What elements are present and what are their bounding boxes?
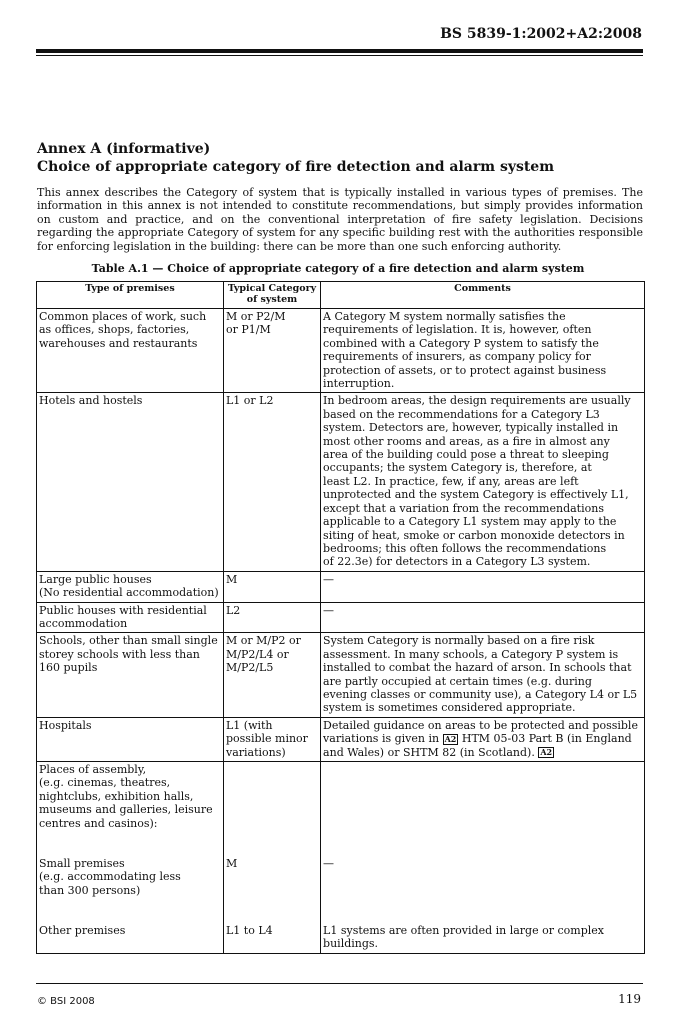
- cell-line: accommodation: [39, 616, 128, 630]
- cell-line: combined with a Category P system to satisfy the: [323, 336, 599, 350]
- cell-line: except that a variation from the recommendations: [323, 501, 604, 515]
- category-cell: [223, 602, 320, 633]
- cell-line: are partly occupied at certain times (e.g. during: [323, 674, 592, 688]
- cell-line: M: [225, 856, 238, 870]
- comments-cell: [321, 393, 645, 571]
- cell-line: —: [323, 856, 335, 870]
- cell-line: applicable to a Category L1 system may apply to the: [323, 515, 617, 529]
- cell-line: M: [225, 572, 238, 586]
- cell-line: [323, 746, 642, 759]
- cell-line: interruption.: [323, 377, 395, 391]
- page-number: 119: [618, 992, 641, 1006]
- header-type-of-premises: Type of premises: [37, 282, 224, 309]
- cell-line: requirements of legislation. It is, however, often: [323, 323, 592, 337]
- annex-intro-paragraph: This annex describes the Category of system that is typically installed in various types of premises. The information in this annex is not intended to constitute recommendations, but simply provides information on custom and practice, and on the conventional interpretation of fire safety legislation. Decisions regarding the appropriate Category of system for any specific building rest with the authorities responsible for enforcing legislation in the building: there can be more than one such enforcing authority.: [37, 186, 643, 253]
- header-rule-thick: [36, 49, 643, 53]
- cell-line: (e.g. accommodating less: [39, 870, 181, 884]
- table-row: [37, 602, 645, 633]
- cell-line: siting of heat, smoke or carbon monoxide detectors in: [323, 528, 625, 542]
- cell-line: Small premises: [39, 856, 125, 870]
- cell-line: Schools, other than small single: [39, 634, 218, 648]
- cell-line: L1 systems are often provided in large or complex: [323, 923, 604, 937]
- cell-line: area of the building could pose a threat to sleeping: [323, 448, 609, 462]
- cell-line: System Category is normally based on a fire risk: [323, 634, 595, 648]
- header-typical-category: Typical Category of system: [223, 282, 320, 309]
- header-comments: Comments: [321, 282, 645, 309]
- cell-line: occupants; the system Category is, therefore, at: [323, 461, 592, 475]
- cell-line: Hotels and hostels: [39, 394, 143, 408]
- comments-cell: [321, 717, 645, 761]
- cell-line: or P1/M: [225, 323, 271, 337]
- comments-cell: [321, 762, 645, 954]
- cell-line: L1 (with: [225, 718, 273, 732]
- text-fragment: variations is given in: [323, 732, 443, 746]
- cell-line: L1 to L4: [225, 923, 273, 937]
- cell-line: warehouses and restaurants: [39, 336, 198, 350]
- cell-line: Large public houses: [39, 572, 152, 586]
- cell-line: as offices, shops, factories,: [39, 323, 190, 337]
- cell-line: M/P2/L4 or: [225, 647, 289, 661]
- cell-line: based on the recommendations for a Category L3: [323, 407, 600, 421]
- spacer: [39, 897, 221, 910]
- premises-cell: [37, 571, 224, 602]
- premises-cell: [37, 393, 224, 571]
- cell-line: Hospitals: [39, 718, 92, 732]
- table-row: [37, 309, 645, 393]
- comments-cell: [321, 633, 645, 717]
- cell-line: museums and galleries, leisure: [39, 803, 213, 817]
- annex-title: [37, 140, 554, 176]
- cell-line: of 22.3e) for detectors in a Category L3 system.: [323, 555, 591, 569]
- cell-line: 160 pupils: [39, 661, 98, 675]
- comments-cell: [321, 571, 645, 602]
- premises-cell: [37, 309, 224, 393]
- standard-reference: BS 5839-1:2002+A2:2008: [440, 26, 642, 42]
- spacer: [39, 910, 221, 923]
- cell-line: (No residential accommodation): [39, 586, 219, 600]
- cell-line: system is sometimes considered appropriate.: [323, 701, 576, 715]
- cell-line: buildings.: [323, 937, 379, 951]
- cell-line: —: [323, 603, 335, 617]
- premises-cell: [37, 762, 224, 954]
- comments-cell: [321, 602, 645, 633]
- cell-line: most other rooms and areas, as a fire in almost any: [323, 434, 610, 448]
- category-table: [36, 281, 645, 954]
- cell-line: (e.g. cinemas, theatres,: [39, 776, 171, 790]
- cell-line: requirements of insurers, as company policy for: [323, 350, 591, 364]
- cell-line: evening classes or community use), a Category L4 or L5: [323, 687, 638, 701]
- cell-line: installed to combat the hazard of arson. In schools that: [323, 661, 632, 675]
- category-cell: [223, 309, 320, 393]
- comments-cell: [321, 309, 645, 393]
- cell-line: Places of assembly,: [39, 763, 147, 776]
- cell-line: bedrooms; this often follows the recommendations: [323, 541, 607, 555]
- cell-line: M or M/P2 or: [225, 634, 301, 648]
- cell-line: In bedroom areas, the design requirements are usually: [323, 394, 631, 408]
- cell-line: than 300 persons): [39, 883, 141, 897]
- cell-line: Other premises: [39, 923, 126, 937]
- cell-line: Detailed guidance on areas to be protected and possible: [323, 718, 638, 732]
- table-row: [37, 717, 645, 761]
- cell-line: [323, 732, 642, 745]
- cell-line: M or P2/M: [225, 310, 286, 323]
- category-cell: [223, 571, 320, 602]
- header-rule-thin: [36, 55, 643, 56]
- cell-line: assessment. In many schools, a Category P system is: [323, 647, 619, 661]
- table-header-row: [37, 282, 645, 309]
- cell-line: centres and casinos):: [39, 816, 158, 830]
- table-row: [37, 633, 645, 717]
- table-row: [37, 762, 645, 954]
- cell-line: —: [323, 572, 335, 586]
- category-cell: [223, 717, 320, 761]
- category-cell: [223, 393, 320, 571]
- cell-line: variations): [225, 745, 286, 759]
- cell-line: nightclubs, exhibition halls,: [39, 789, 194, 803]
- cell-line: L1 or L2: [225, 394, 274, 408]
- premises-cell: [37, 633, 224, 717]
- cell-line: possible minor: [225, 732, 308, 746]
- amendment-open-marker: A2: [444, 733, 457, 744]
- cell-line: Common places of work, such: [39, 310, 207, 323]
- text-fragment: and Wales) or SHTM 82 (in Scotland).: [323, 745, 539, 759]
- cell-line: least L2. In practice, few, if any, areas are left: [323, 474, 579, 488]
- table-row: [37, 393, 645, 571]
- table-caption: Table A.1 — Choice of appropriate category of a fire detection and alarm system: [91, 262, 585, 275]
- spacer: [39, 937, 221, 950]
- category-cell: [223, 633, 320, 717]
- footer-rule: [36, 983, 643, 984]
- copyright: © BSI 2008: [37, 996, 95, 1007]
- amendment-close-marker: A2: [540, 747, 553, 758]
- cell-line: system. Detectors are, however, typically installed in: [323, 421, 619, 435]
- annex-title-line1: Annex A (informative): [37, 141, 211, 157]
- cell-line: Public houses with residential: [39, 603, 207, 617]
- cell-line: protection of assets, or to protect against business: [323, 363, 607, 377]
- premises-cell: [37, 602, 224, 633]
- spacer: [39, 843, 221, 856]
- annex-title-line2: Choice of appropriate category of fire detection and alarm system: [37, 159, 555, 175]
- premises-cell: [37, 717, 224, 761]
- table-row: [37, 571, 645, 602]
- cell-line: M/P2/L5: [225, 661, 274, 675]
- cell-line: L2: [225, 603, 241, 617]
- cell-line: unprotected and the system Category is effectively L1,: [323, 488, 629, 502]
- category-cell: [223, 762, 320, 954]
- text-fragment: HTM 05-03 Part B (in England: [458, 732, 632, 746]
- cell-line: A Category M system normally satisfies the: [323, 310, 566, 323]
- spacer: [39, 830, 221, 843]
- cell-line: storey schools with less than: [39, 647, 200, 661]
